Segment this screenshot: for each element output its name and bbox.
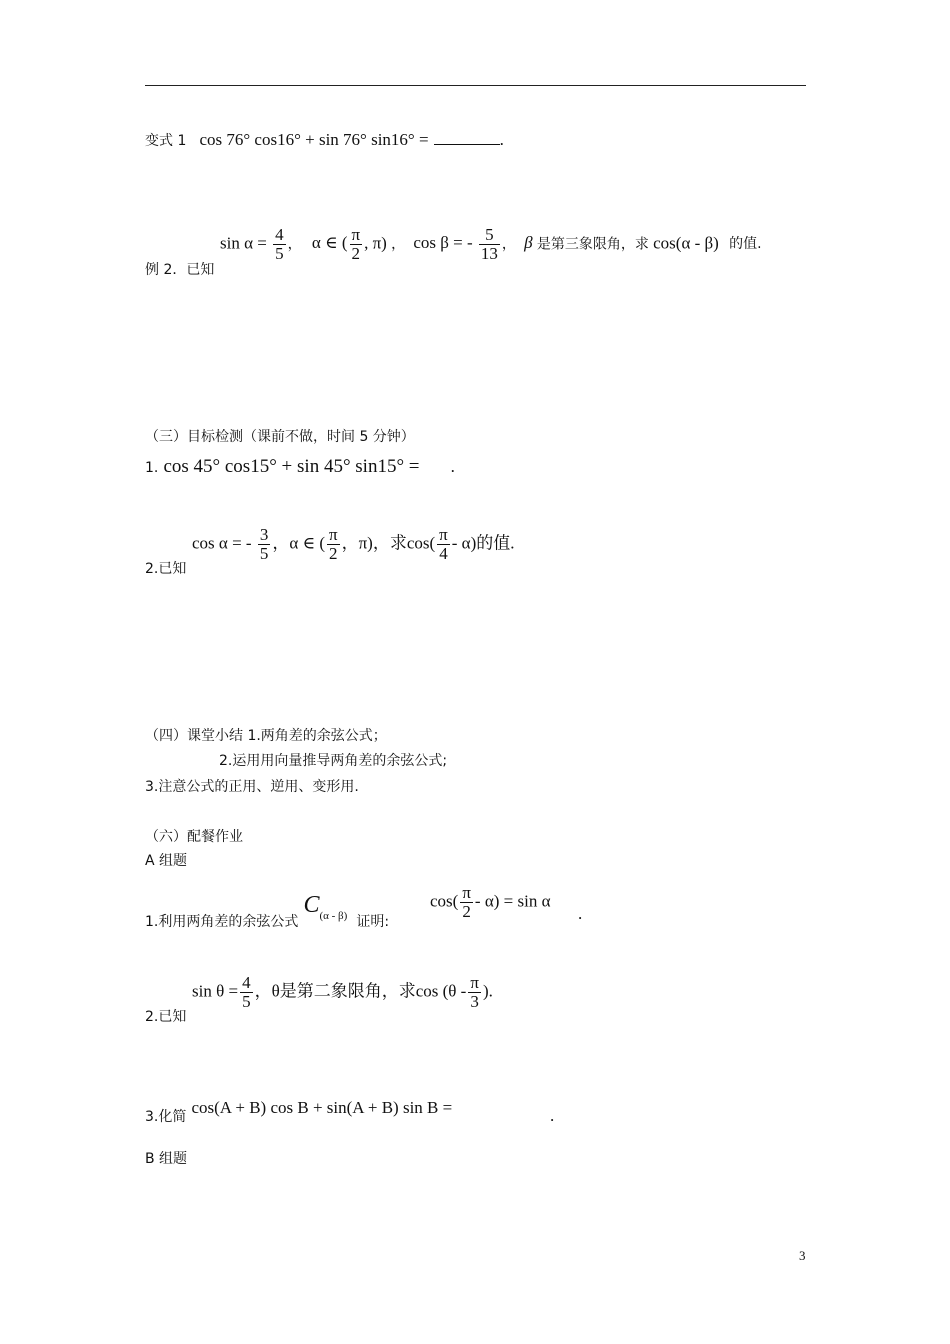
comma: ， (287, 236, 302, 253)
cos-beta: cos β = - (413, 233, 473, 253)
a3-end: . (550, 1106, 555, 1125)
fraction-pi-4 (437, 526, 450, 563)
numerator: π (351, 225, 361, 244)
group-a-heading: A 组题 (145, 853, 188, 869)
sin-theta: sin θ = (192, 981, 239, 1001)
numerator: 4 (242, 973, 251, 992)
comma: ， (391, 236, 406, 253)
header-rule (145, 85, 806, 86)
a1-end: . (578, 904, 583, 923)
fraction-pi-2 (350, 226, 363, 263)
a3-expr: cos(A + B) cos B + sin(A + B) sin B = (191, 1098, 453, 1117)
denominator: 2 (329, 544, 338, 563)
cos-alpha-minus-beta: cos(α - β) (653, 233, 719, 253)
example2-label: 例 2．已知 (145, 262, 215, 278)
a2-end: ). (482, 981, 493, 1001)
page-number: 3 (799, 1248, 806, 1263)
variant1-end: . (499, 130, 504, 149)
a2-label: 2.已知 (145, 1009, 187, 1025)
variant1-label: 变式 1 (145, 133, 187, 149)
denominator: 2 (351, 244, 361, 263)
cos-alpha: cos α = - (192, 533, 252, 553)
section4-line3: 3.注意公式的正用、逆用、变形用. (145, 779, 359, 795)
numerator: 5 (479, 226, 500, 245)
numerator: 3 (259, 525, 269, 544)
beta-symbol: β (524, 233, 533, 253)
a1-lhs: cos( (430, 891, 459, 911)
example2-formula (220, 226, 762, 263)
numerator: π (439, 525, 448, 544)
numerator: π (462, 883, 471, 902)
denominator: 2 (462, 902, 471, 921)
alpha-interval-end: , π) (364, 233, 387, 253)
variant1-expr: cos 76° cos16° + sin 76° sin16° = (199, 130, 429, 149)
alpha-interval: α ∈ ( (311, 233, 348, 253)
a1-prove: 证明: (356, 914, 390, 930)
section4-line2: 2.运用用向量推导两角差的余弦公式; (219, 753, 448, 769)
q2-interval: ，α ∈ ( (272, 533, 325, 553)
fraction-5-13 (479, 226, 500, 263)
formula-C-sub: (α - β) (319, 910, 348, 922)
q1-label: 1. (145, 460, 159, 476)
group-b-heading: B 组题 (145, 1151, 188, 1167)
numerator: π (328, 525, 338, 544)
a1-rhs: - α) = sin α (474, 891, 551, 911)
q1-end: . (450, 457, 455, 476)
section3-q1 (145, 456, 455, 478)
q2-ask: ，π)，求cos( (341, 533, 436, 553)
variant1-line (145, 130, 504, 150)
section6-heading: （六）配餐作业 (145, 829, 243, 845)
q2-formula (192, 526, 514, 563)
example2-text: 是第三象限角，求 (536, 236, 649, 253)
section4-line1: （四）课堂小结 1.两角差的余弦公式； (145, 728, 387, 744)
a1-label: 1.利用两角差的余弦公式 (145, 914, 299, 930)
a2-formula (192, 974, 493, 1011)
formula-C: C (303, 892, 320, 918)
a3-line (145, 1098, 453, 1125)
fraction-pi-2 (460, 884, 473, 921)
example2-end: 的值. (729, 236, 762, 253)
denominator: 4 (439, 544, 448, 563)
denominator: 3 (470, 992, 479, 1011)
denominator: 5 (259, 544, 269, 563)
a1-identity (430, 884, 550, 921)
fraction-4-5 (240, 974, 253, 1011)
numerator: 4 (275, 225, 284, 244)
q2-end: - α)的值. (451, 533, 515, 553)
a2-mid: ，θ是第二象限角，求cos (θ - (254, 981, 467, 1001)
q1-expr: cos 45° cos15° + sin 45° sin15° = (163, 456, 420, 477)
fraction-4-5 (273, 226, 286, 263)
denominator: 5 (275, 244, 284, 263)
comma: ， (501, 236, 516, 253)
answer-blank[interactable] (434, 130, 500, 145)
numerator: π (470, 973, 479, 992)
denominator: 13 (480, 244, 498, 263)
section3-heading: （三）目标检测（课前不做，时间 5 分钟） (145, 429, 415, 445)
q2-label: 2.已知 (145, 561, 187, 577)
fraction-pi-2 (327, 526, 340, 563)
fraction-3-5 (258, 526, 271, 563)
a3-label: 3.化简 (145, 1109, 187, 1125)
denominator: 5 (242, 992, 251, 1011)
fraction-pi-3 (468, 974, 481, 1011)
sin-alpha: sin α = (220, 233, 267, 253)
